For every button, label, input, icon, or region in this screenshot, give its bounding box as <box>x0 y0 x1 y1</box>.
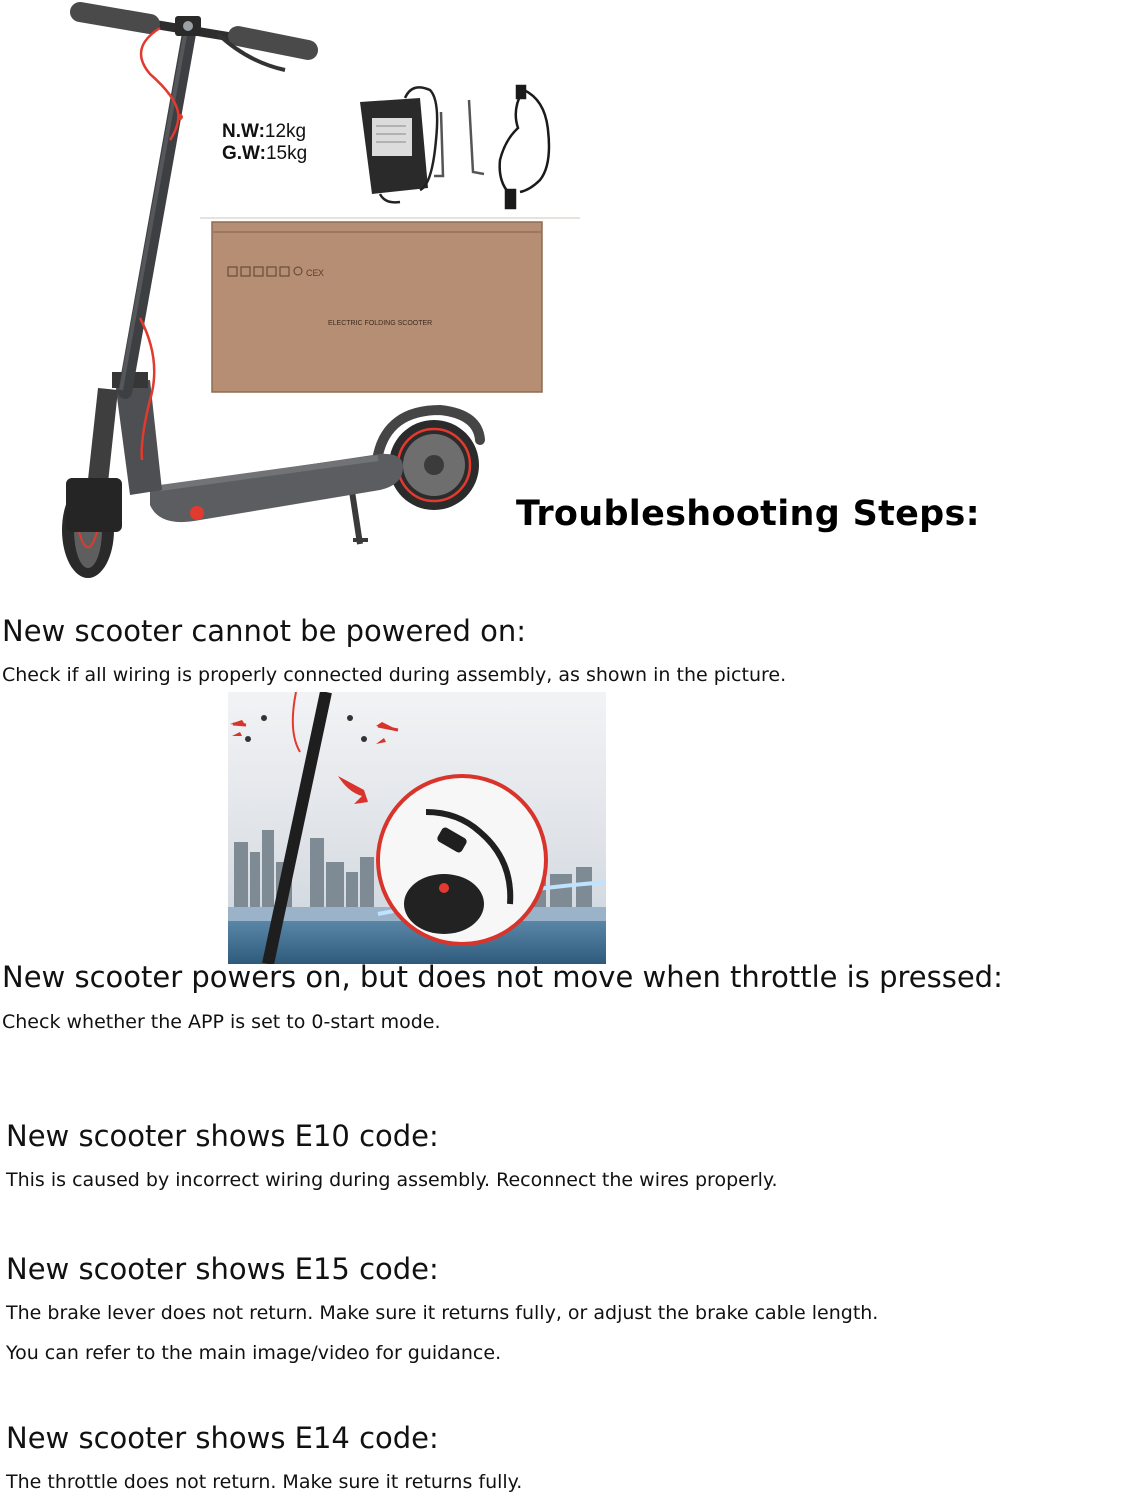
section-text-no-move: Check whether the APP is set to 0-start mode. <box>2 1011 441 1033</box>
power-cable-icon <box>500 86 549 208</box>
section-text-e10: This is caused by incorrect wiring during assembly. Reconnect the wires properly. <box>6 1169 778 1191</box>
page-title: Troubleshooting Steps: <box>516 494 980 534</box>
section-heading-e10: New scooter shows E10 code: <box>6 1119 439 1153</box>
gross-weight <box>222 144 307 163</box>
section-heading-e14: New scooter shows E14 code: <box>6 1421 439 1455</box>
svg-text:CE: CE <box>306 268 319 278</box>
gross-weight-value: 15kg <box>265 143 308 164</box>
section-heading-no-move: New scooter powers on, but does not move when throttle is pressed: <box>2 960 1003 994</box>
box-label: ELECTRIC FOLDING SCOOTER <box>328 320 433 327</box>
section-text-e15-line-1: The brake lever does not return. Make sure it returns fully, or adjust the brake cable length. <box>6 1302 879 1324</box>
section-heading-power-on: New scooter cannot be powered on: <box>2 614 526 648</box>
svg-text:X: X <box>318 268 325 278</box>
allen-keys-icon <box>434 100 484 176</box>
net-weight-label: N.W: <box>222 121 265 142</box>
section-text-e15-line-2: You can refer to the main image/video for guidance. <box>6 1342 502 1364</box>
net-weight <box>222 122 306 141</box>
wiring-connection-photo <box>228 692 606 964</box>
shipping-box <box>200 218 580 392</box>
section-heading-e15: New scooter shows E15 code: <box>6 1252 439 1286</box>
section-text-e14: The throttle does not return. Make sure it returns fully. <box>6 1471 523 1493</box>
section-text-power-on: Check if all wiring is properly connected during assembly, as shown in the picture. <box>2 664 787 686</box>
net-weight-value: 12kg <box>264 121 307 142</box>
gross-weight-label: G.W: <box>222 143 266 164</box>
charger-icon <box>360 87 437 202</box>
